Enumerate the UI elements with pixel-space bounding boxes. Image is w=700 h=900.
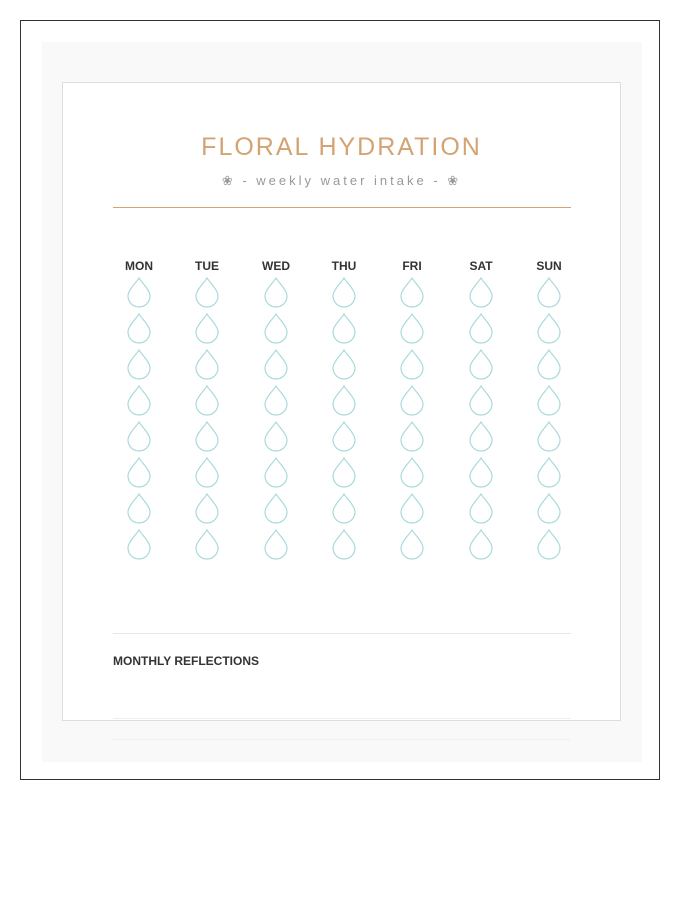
water-drop-icon[interactable]: [331, 420, 357, 452]
water-drop-icon[interactable]: [536, 312, 562, 344]
water-drop-icon[interactable]: [468, 384, 494, 416]
water-drop-icon[interactable]: [331, 384, 357, 416]
water-drop-icon[interactable]: [331, 312, 357, 344]
water-drop-icon[interactable]: [468, 420, 494, 452]
water-drop-icon[interactable]: [263, 276, 289, 308]
day-label-fri: FRI: [402, 259, 422, 273]
day-label-thu: THU: [331, 259, 357, 273]
water-drop-icon[interactable]: [468, 528, 494, 560]
water-drop-icon[interactable]: [399, 420, 425, 452]
day-label-sun: SUN: [536, 259, 562, 273]
water-drop-icon[interactable]: [536, 456, 562, 488]
water-drop-icon[interactable]: [194, 276, 220, 308]
page-title: FLORAL HYDRATION: [201, 133, 482, 161]
water-drop-icon[interactable]: [331, 492, 357, 524]
drop-stack: [104, 276, 174, 560]
water-drop-icon[interactable]: [399, 348, 425, 380]
reflections-title: MONTHLY REFLECTIONS: [113, 654, 260, 668]
water-drop-icon[interactable]: [536, 384, 562, 416]
water-drop-icon[interactable]: [126, 492, 152, 524]
water-drop-icon[interactable]: [468, 276, 494, 308]
water-drop-icon[interactable]: [263, 492, 289, 524]
water-drop-icon[interactable]: [399, 492, 425, 524]
water-drop-icon[interactable]: [194, 456, 220, 488]
day-label-mon: MON: [125, 259, 153, 273]
day-column-sun: [514, 258, 584, 564]
day-column-sat: [446, 258, 516, 564]
water-drop-icon[interactable]: [536, 420, 562, 452]
water-drop-icon[interactable]: [263, 528, 289, 560]
water-drop-icon[interactable]: [126, 312, 152, 344]
water-drop-icon[interactable]: [331, 348, 357, 380]
water-drop-icon[interactable]: [399, 528, 425, 560]
water-drop-icon[interactable]: [194, 348, 220, 380]
water-drop-icon[interactable]: [194, 312, 220, 344]
water-drop-icon[interactable]: [468, 456, 494, 488]
water-drop-icon[interactable]: [331, 528, 357, 560]
title-divider: [113, 207, 571, 208]
water-drop-icon[interactable]: [194, 420, 220, 452]
water-drop-icon[interactable]: [263, 456, 289, 488]
day-column-thu: [309, 258, 379, 564]
water-drop-icon[interactable]: [126, 420, 152, 452]
day-label-tue: TUE: [195, 259, 219, 273]
drop-stack: [377, 276, 447, 560]
water-drop-icon[interactable]: [536, 492, 562, 524]
water-drop-icon[interactable]: [126, 384, 152, 416]
day-column-tue: [172, 258, 242, 564]
water-drop-icon[interactable]: [536, 276, 562, 308]
page-frame: [20, 20, 660, 780]
drop-stack: [446, 276, 516, 560]
drop-stack: [172, 276, 242, 560]
water-drop-icon[interactable]: [468, 348, 494, 380]
week-grid: [104, 258, 580, 568]
water-drop-icon[interactable]: [399, 384, 425, 416]
water-drop-icon[interactable]: [126, 456, 152, 488]
water-drop-icon[interactable]: [126, 276, 152, 308]
day-column-fri: [377, 258, 447, 564]
water-drop-icon[interactable]: [399, 456, 425, 488]
day-column-mon: [104, 258, 174, 564]
drop-stack: [309, 276, 379, 560]
water-drop-icon[interactable]: [263, 384, 289, 416]
water-drop-icon[interactable]: [331, 276, 357, 308]
water-drop-icon[interactable]: [399, 312, 425, 344]
drop-stack: [514, 276, 584, 560]
water-drop-icon[interactable]: [126, 528, 152, 560]
water-drop-icon[interactable]: [263, 348, 289, 380]
day-label-wed: WED: [262, 259, 290, 273]
water-drop-icon[interactable]: [263, 420, 289, 452]
reflections-divider: [113, 633, 571, 634]
water-drop-icon[interactable]: [536, 528, 562, 560]
day-column-wed: [241, 258, 311, 564]
water-drop-icon[interactable]: [194, 384, 220, 416]
day-label-sat: SAT: [469, 259, 493, 273]
water-drop-icon[interactable]: [468, 312, 494, 344]
water-drop-icon[interactable]: [263, 312, 289, 344]
water-drop-icon[interactable]: [194, 528, 220, 560]
page-subtitle: ❀ - weekly water intake - ❀: [221, 173, 462, 188]
backdrop-rule: [112, 739, 570, 740]
water-drop-icon[interactable]: [399, 276, 425, 308]
reflections-writing-line[interactable]: [113, 718, 571, 719]
tracker-card: [62, 82, 621, 721]
water-drop-icon[interactable]: [194, 492, 220, 524]
water-drop-icon[interactable]: [331, 456, 357, 488]
water-drop-icon[interactable]: [468, 492, 494, 524]
drop-stack: [241, 276, 311, 560]
water-drop-icon[interactable]: [126, 348, 152, 380]
water-drop-icon[interactable]: [536, 348, 562, 380]
